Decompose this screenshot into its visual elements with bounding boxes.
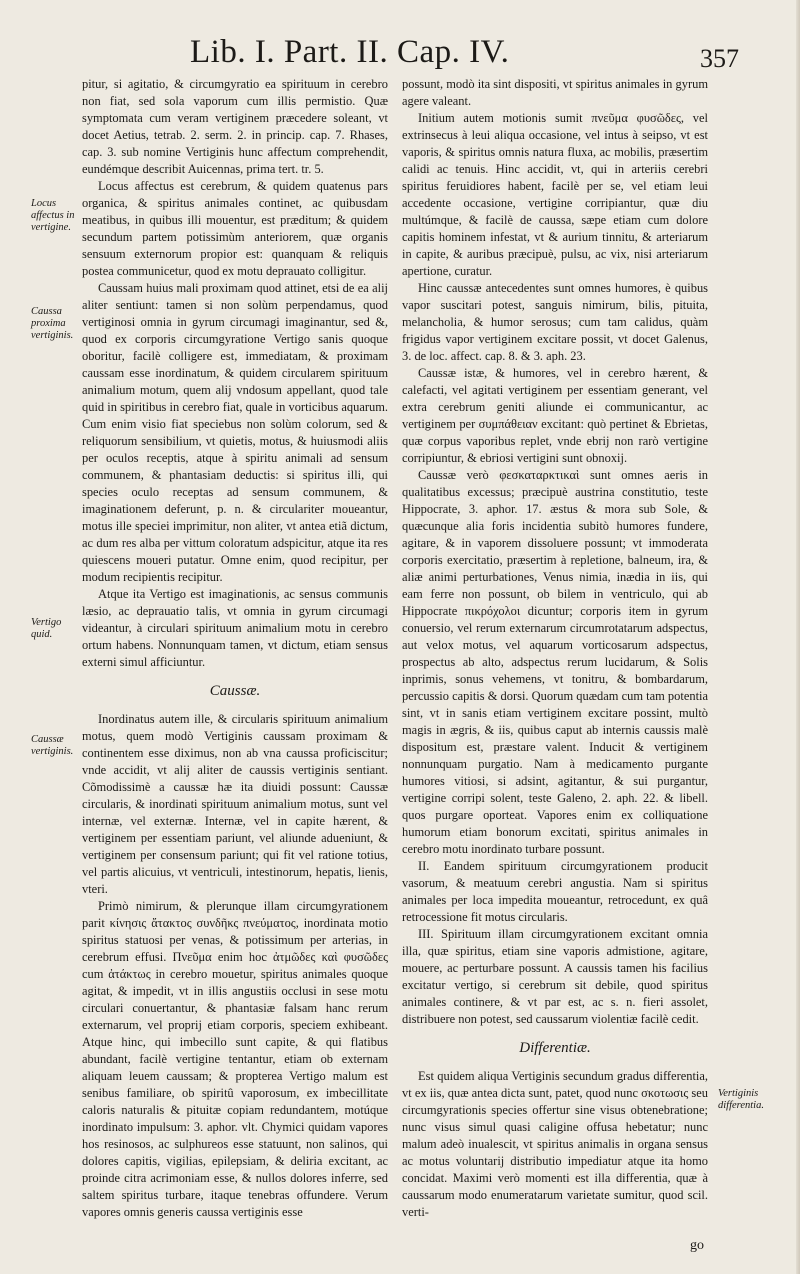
section-title: Caussæ. (209, 683, 261, 699)
paragraph: III. Spirituum illam circumgyrationem excitant omnia illa, quæ spiritus, etiam sine vaporis admistione, agitare, mouere, ac perturbare possunt. A caussis tamen his facilius excitatur vertigo, si cerebrum sit debile, quod spiritus animales continere, & vt par est, ac s. n. fieri assolet, distribuere non potest, sed caussarum violentiæ facilè cedit. (402, 927, 708, 1026)
page-edge (796, 0, 800, 1274)
margin-note-differentia: Vertiginis differentia. (718, 1088, 764, 1111)
paragraph: Primò nimirum, & plerunque illam circumgyrationem parit κίνησις ἄτακτος συνδῆκς πνεύματος, inordinata motio spiritus statuosi per venas, & potissimum per arterias, in cerebrum effusi. Πνεῦμα enim hoc ἀτμῶδες καὶ φυσῶδες cum ἀτάκτως in cerebro mouetur, spiritus animales quoque agitat, & impedit, vt in illis angustiis occlusi in sese motu circulari conuertantur, & phantasiæ falsam hanc rerum externarum, vel proprij etiam corporis, speciem exhibeant. Atque hinc, qui imbecillo sunt capite, & qui flatibus abundant, facilè vertigine tentantur, etiam ob externam aliquam leuem caussam; & propterea Vertigo malum est senibus familiare, ob spiritû vaporosum, ex imbecillitate caloris naturalis & pituitæ copiam redundantem, motúque inordinato impulsum: 3. aphor. vlt. Chymici quidam vapores hos resinosos, ac sulphureos esse statuunt, non salinos, qui dolores capitis, vigilias, epilepsiam, & deliria excitant, ac proinde citra acrimoniam esse, & nullos dolores inferre, sed saltem spiritus turbare, itaque tenebras offundere. Verum vapores omnis generis caussa vertiginis esse (82, 899, 388, 1219)
catchword: go (690, 1238, 704, 1253)
margin-note-caussa-proxima: Caussa proxima vertiginis. (31, 306, 74, 341)
paragraph: Hinc caussæ antecedentes sunt omnes humores, è quibus vapor suscitari potest, sanguis nimirum, bilis, pituita, melancholia, & humor serosus; cum tam calidus, quàm frigidus vapor vertiginem excitare possit, vt docet Galenus, 3. de loc. affect. cap. 8. & 3. aph. 23. (402, 281, 708, 363)
left-column (82, 76, 388, 1221)
right-column (402, 76, 708, 1221)
paragraph: II. Eandem spirituum circumgyrationem producit vasorum, & meatuum cerebri angustia. Nam si spiritus animales per loca impedita moueantur, retrocedunt, ex quâ retrocessione fit motus circularis. (402, 859, 708, 924)
paragraph: Initium autem motionis sumit πνεῦμα φυσῶδες, vel extrinsecus à leui aliqua occasione, vel intus à seipso, vt est vaporis, & spiritus omnis natura fluxa, ac mobilis, præsertim calidi ac tenuis. Hinc accidit, vt, qui in arteriis cerebri spiritus feruidiores habent, facilè per se, vel etiam leui accedente occasione, vertigine corripiantur, quæ diu multúmque, & facilè de caussa, sæpe etiam cum dolore capitis hominem infestat, vt & aurium tinnitu, & arteriarum in capite, & auribus præcipuè, pulsu, ac vix, nisi arteriarum apertione, curatur. (402, 111, 708, 278)
paragraph: pitur, si agitatio, & circumgyratio ea spirituum in cerebro non fiat, sed sola vaporum cum illis permistio. Quæ symptomata cum veram vertiginem præcedere soleant, vt docet Aetius, tetrab. 2. serm. 2. in princip. cap. 7. Rhases, cap. 3. sub nomine Vertiginis hunc affectum comprehendit, eundémque describit Auicennas, prima tert. tr. 5. (82, 77, 388, 176)
running-head: Lib. I. Part. II. Cap. IV. (190, 34, 510, 70)
section-title: Differentiæ. (519, 1040, 591, 1056)
page-number: 357 (700, 44, 739, 73)
paragraph: Locus affectus est cerebrum, & quidem quatenus pars organica, & spiritus animales continet, ac quibusdam meatibus, in quibus illi mouentur, est præditum; & quidem secundum partem potissimùm anteriorem, quæ organis sensuum externorum propior est: quanquam & reliquis postea communicetur, quod ex motu deprauato colligitur. (82, 179, 388, 278)
paragraph: possunt, modò ita sint dispositi, vt spiritus animales in gyrum agere valeant. (402, 77, 708, 108)
paragraph: Inordinatus autem ille, & circularis spirituum animalium motus, quem modò Vertiginis caussam proximam & continentem esse diximus, non ab vna caussa proficiscitur; vnde accidit, vt alij aliter de caussis vertiginis sentiant. Cõmodissimè a caussæ hæ ita diuidi possunt: Caussæ circularis, & inordinati spirituum animalium motus, sunt vel internæ, vel externæ. Internæ, vel in capite hærent, & vertiginem per essentiam pariunt, vel aliunde adueniunt, & vertiginem per consensum pariunt; qui fit vel ratione totius, vel partis alicuius, vt ventriculi, intestinorum, hepatis, lienis, vteri. (82, 712, 388, 896)
paragraph: Est quidem aliqua Vertiginis secundum gradus differentia, vt ex iis, quæ antea dicta sunt, patet, quod nunc σκοτωσις seu circumgyrationis species offertur sine visus obtenebratione; nunc visus simul quasi caligine offusa hebetatur; nunc malum adeò inualescit, vt spiritus animalis in organa sensus ac motus voluntarij distributio impediatur atque ita homo concidat. Maximi verò momenti est illa differentia, quæ à caussarum modo enumeratarum varietate sumitur, quod scil. verti- (402, 1069, 708, 1219)
paragraph: Atque ita Vertigo est imaginationis, ac sensus communis læsio, ac deprauatio talis, vt omnia in gyrum circumagi videantur, à circulari spirituum animalium motu in cerebro ortum habens. Nonnunquam tamen, vt dictum, etiam sensus externi simul afficiuntur. (82, 587, 388, 669)
margin-note-locus: Locus affectus in vertigine. (31, 198, 75, 233)
paragraph: Caussam huius mali proximam quod attinet, etsi de ea alij aliter sentiunt: tamen si non solùm perpendamus, quod vertiginosi omnia in gyrum circumagi imaginantur, sed &, quod ex corporis circumgyratione Vertigo sanis quoque oboritur, facilè colligere est, immediatam, & proximam caussam esse inordinatum, & quidem circularem spirituum animalium motum, quem alij vndosum appellant, quod tale quid in spiritibus in cerebro fiat, quale in vorticibus aquarum. Cum enim visio fiat speciebus non solùm colorum, sed & reliquorum sensibilium, vt quietis, motus, & huiusmodi aliis per oculos receptis, atque à spiritu animali ad sensum communem, & phantasiam deductis: si spiritus illi, qui species oculo receptas ad sensum communem, & imaginationem deferunt, p. n. & circulariter moueantur, motus ille speciei imprimitur, non aliter, vt antea etiã dictum, ac dum res alba per vittum coloratum adspicitur, atque ita res quiescens moueri putatur. Omne enim, quod recipitur, per modum recipientis recipitur. (82, 281, 388, 584)
paragraph: Caussæ verò φεσκαταρκτικαὶ sunt omnes aeris in qualitatibus excessus; præcipuè austrina constitutio, teste Hippocrate, 3. aphor. 17. æstus & mora sub Sole, & quæcunque alia foris incidentia subitò humores fundere, agitare, & in vaporem dissoluere possunt; vt immoderata corporis exercitatio, præsertim à repletione, balneum, ira, & aliæ animi perturbationes, Venus nimia, inædia in iis, qui eam ferre non possunt, ob bilem in ventriculo, qui ab Hippocrate πικρόχολοι dicuntur; corporis item in gyrum conuersio, vel rerum externarum circumrotatarum adspectus, aut velox motus, vel aquarum vorticosarum adspectus, prospectus ab alto, adspectus rerum lucidarum, & Solis inprimis, sonus vehemens, vt tonitru, & bombardarum, percussio capitis & dorsi. Quorum quædam cum tam potentia sint, vt in sanis etiam vertiginem excitare possint, multò magis in ægris, & iis, quibus caput ab internis caussis malè dispositum est, præstare valent. Inducit & vertiginem nonnunquam purgatio. Nam à medicamento purgante humores vitiosi, si adsint, agitantur, & sui purgantur, vertigine corripi solent, teste Galeno, 2. aph. 22. & libell. quos purgare oporteat. Vapores enim ex colliquatione humorum etiam bonorum excitati, spiritus animales in cerebro motu inordinato turbare possunt. (402, 468, 708, 856)
paragraph: Caussæ istæ, & humores, vel in cerebro hærent, & calefacti, vel agitati vertiginem per essentiam generant, vel extra cerebrum geniti aliunde ei communicantur, ac vertiginem per συμπάθειαν excitant: quò pertinet & Ebrietas, quæ corpus vaporibus replet, vnde ebrij non rarò vertigine corripiuntur, & ebriosi vertigini sunt obnoxij. (402, 366, 708, 465)
margin-note-vertigo-quid: Vertigo quid. (31, 617, 62, 640)
margin-note-caussae: Caussæ vertiginis. (31, 734, 74, 757)
